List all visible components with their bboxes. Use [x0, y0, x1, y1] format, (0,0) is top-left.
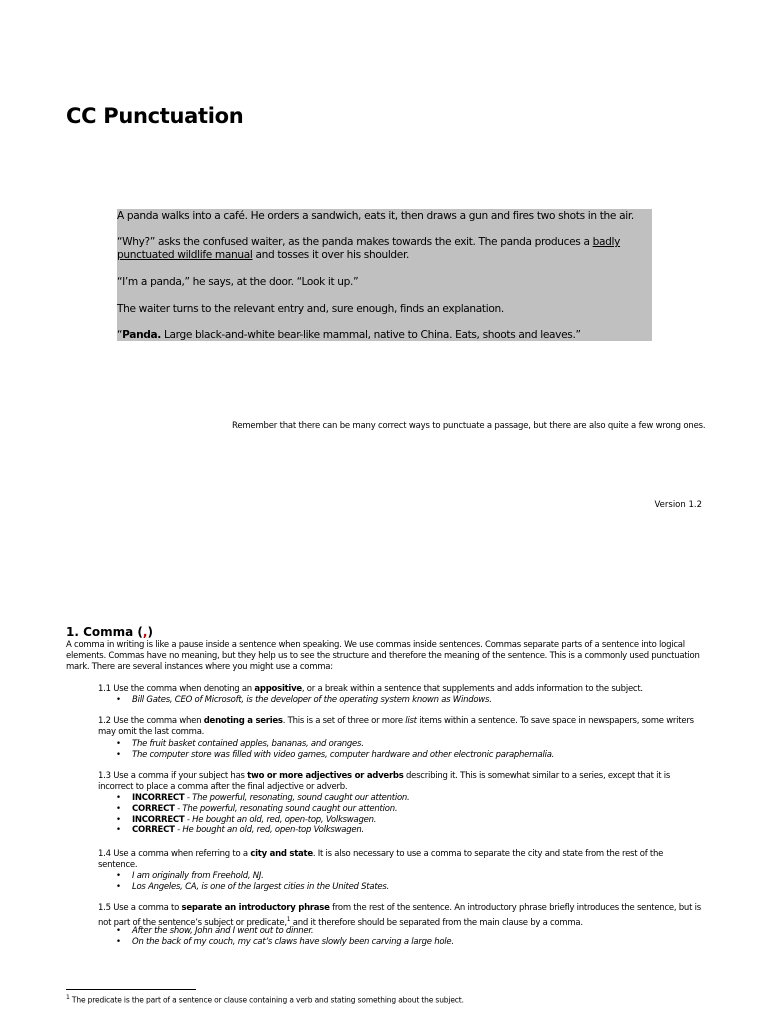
- rule-text: 1.2 Use the comma when: [98, 716, 204, 726]
- joke-p5-quote: “: [117, 329, 123, 341]
- footnote-ref[interactable]: 1: [286, 916, 291, 923]
- rule-text: 1.5 Use a comma to: [98, 903, 182, 913]
- bullet: •: [116, 695, 121, 705]
- list-item: [116, 937, 706, 948]
- bullet: •: [116, 926, 121, 936]
- rule-text: describing it. This is somewhat similar to a series, except that it is incorrect to place a comma after the final adjective or adverb.: [98, 771, 671, 792]
- rule-text: . This is a set of three or more: [282, 716, 406, 726]
- rule-keyword: denoting a series: [203, 716, 283, 726]
- rule-keyword: appositive: [254, 684, 302, 694]
- rule-text: from the rest of the sentence. An introductory phrase briefly introduces the sentence, but is not part of the sentence’s subject or predicate,: [98, 903, 701, 928]
- example-text: After the show, John and I went out to dinner.: [132, 926, 314, 936]
- list-item: [116, 695, 706, 706]
- rule-text: 1.1 Use the comma when denoting an: [98, 684, 255, 694]
- rule-keyword: two or more adjectives or adverbs: [247, 771, 404, 781]
- examples-1-3: [116, 793, 706, 836]
- example-label: INCORRECT: [132, 793, 185, 803]
- example-text: Bill Gates, CEO of Microsoft, is the developer of the operating system known as Windows.: [132, 695, 492, 705]
- example-text: - He bought an old, red, open-top Volkswagen.: [174, 825, 364, 836]
- footnote-text: The predicate is the part of a sentence or clause containing a verb and stating something about the subject.: [69, 995, 464, 1005]
- joke-paragraph-1: A panda walks into a café. He orders a sandwich, eats it, then draws a gun and fires two shots in the air.: [117, 210, 634, 222]
- list-item: [116, 793, 706, 804]
- rule-text: . It is also necessary to use a comma to separate the city and state from the rest of the sentence.: [98, 849, 664, 870]
- list-item: [116, 804, 706, 815]
- joke-p2-text-b: and tosses it over his shoulder.: [252, 249, 410, 261]
- remember-note: Remember that there can be many correct ways to punctuate a passage, but there are also quite a few wrong ones.: [232, 421, 706, 431]
- examples-1-4: [116, 871, 706, 893]
- rule-1-3: [98, 771, 704, 793]
- rule-text: , or a break within a sentence that supplements and adds information to the subject.: [301, 684, 643, 694]
- example-text: - The powerful, resonating, sound caught our attention.: [184, 793, 410, 803]
- panda-joke-box: [117, 209, 652, 341]
- rule-1-1: [98, 684, 704, 695]
- example-text: On the back of my couch, my cat’s claws have slowly been carving a large hole.: [132, 936, 454, 947]
- list-item: [116, 926, 706, 937]
- example-text: - He bought an old, red, open-top, Volkswagen.: [184, 814, 377, 825]
- footnote: [66, 994, 464, 1005]
- bullet: •: [116, 814, 121, 825]
- bullet: •: [116, 749, 121, 760]
- page-title: CC Punctuation: [66, 104, 244, 128]
- example-text: - The powerful, resonating sound caught our attention.: [174, 803, 398, 814]
- example-label: CORRECT: [132, 825, 175, 836]
- rule-1-2: [98, 716, 704, 738]
- footnote-divider: [66, 989, 196, 990]
- list-item: [116, 882, 706, 893]
- example-text: The fruit basket contained apples, bananas, and oranges.: [132, 739, 364, 749]
- joke-underlined-phrase: badly punctuated wildlife manual: [117, 236, 621, 261]
- rule-italic: list: [405, 716, 417, 726]
- bullet: •: [116, 825, 121, 836]
- example-text: I am originally from Freehold, NJ.: [132, 871, 264, 881]
- bullet: •: [116, 936, 121, 947]
- bullet: •: [116, 793, 121, 803]
- list-item: [116, 815, 706, 826]
- rule-text: and it therefore should be separated from the main clause by a comma.: [290, 917, 583, 928]
- rule-text: items within a sentence. To save space in newspapers, some writers may omit the last comma.: [98, 716, 694, 737]
- list-item: [116, 825, 706, 836]
- rule-text: 1.3 Use a comma if your subject has: [98, 771, 248, 781]
- rule-1-5: [98, 903, 704, 929]
- rule-text: 1.4 Use a comma when referring to a: [98, 849, 251, 859]
- list-item: [116, 739, 706, 750]
- section-heading-close: ): [147, 625, 153, 639]
- joke-paragraph-3: “I’m a panda,” he says, at the door. “Look it up.”: [117, 276, 359, 288]
- bullet: •: [116, 739, 121, 749]
- section-heading-comma: [66, 625, 153, 639]
- bullet: •: [116, 871, 121, 881]
- joke-p5-rest: Large black-and-white bear-like mammal, native to China. Eats, shoots and leaves.”: [160, 329, 581, 341]
- joke-paragraph-4: The waiter turns to the relevant entry and, sure enough, finds an explanation.: [117, 303, 504, 315]
- joke-panda-bold: Panda.: [122, 329, 161, 341]
- list-item: [116, 750, 706, 761]
- joke-paragraph-2: [117, 236, 647, 262]
- example-label: CORRECT: [132, 803, 175, 814]
- section-heading-text: 1. Comma (: [66, 625, 143, 639]
- bullet: •: [116, 803, 121, 814]
- joke-p2-text-a: “Why?” asks the confused waiter, as the panda makes towards the exit. The panda produces a: [117, 236, 593, 248]
- example-label: INCORRECT: [132, 814, 185, 825]
- examples-1-1: [116, 695, 706, 706]
- example-text: The computer store was filled with video games, computer hardware and other electronic paraphernalia.: [132, 749, 555, 760]
- footnote-number: 1: [66, 994, 70, 1001]
- rule-1-4: [98, 849, 704, 871]
- bullet: •: [116, 881, 121, 892]
- examples-1-2: [116, 739, 706, 761]
- list-item: [116, 871, 706, 882]
- example-text: Los Angeles, CA, is one of the largest cities in the United States.: [132, 881, 390, 892]
- rule-keyword: city and state: [250, 849, 313, 859]
- joke-paragraph-5: [117, 329, 647, 342]
- rule-keyword: separate an introductory phrase: [181, 903, 330, 913]
- comma-symbol: ,: [142, 625, 148, 639]
- examples-1-5: [116, 926, 706, 948]
- version-label: Version 1.2: [654, 500, 702, 510]
- comma-intro: A comma in writing is like a pause inside a sentence when speaking. We use commas inside sentences. Commas separate parts of a sentence into logical elements. Commas have no meaning, but they help us to see the structure and therefore the meaning of the sentence. This is a commonly used punctuation mark. There are several instances where you might use a comma:: [66, 640, 700, 672]
